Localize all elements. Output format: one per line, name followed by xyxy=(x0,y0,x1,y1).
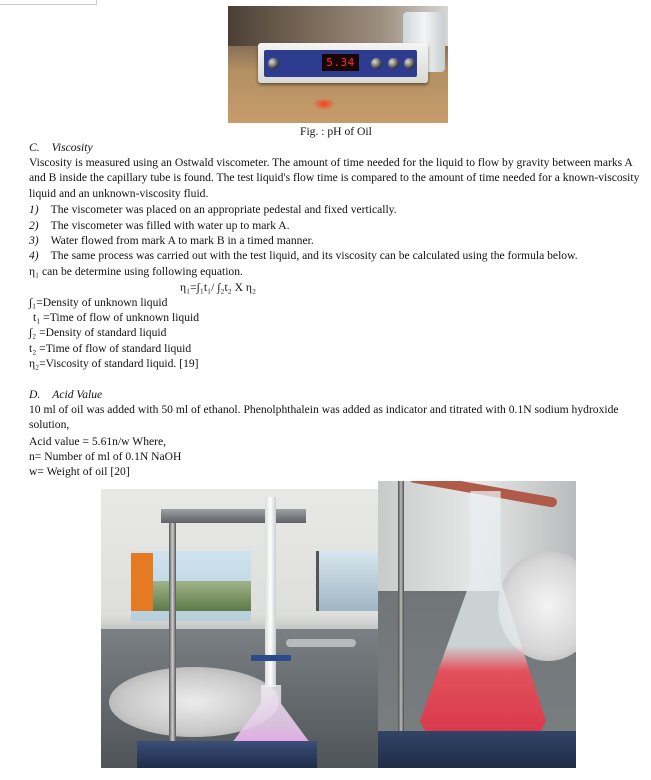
stand-rod xyxy=(169,509,176,759)
viscosity-paragraph: Viscosity is measured using an Ostwald viscometer. The amount of time needed for the liquid to flow by gravity between marks A and B inside the capillary tube is found. The test liquid's flow time is compared to the amount of time needed for a known-viscosity liquid and an unknown-viscosity fluid. xyxy=(29,156,640,200)
step-item: 4) The same process was carried out with the test liquid, and its viscosity can be calculated using the formula below. xyxy=(29,249,578,262)
section-heading-acid-value xyxy=(29,387,102,402)
page-corner-rule xyxy=(0,0,97,5)
section-title: Viscosity xyxy=(51,141,93,154)
ph-meter-device xyxy=(258,43,428,83)
section-heading-viscosity xyxy=(29,140,93,155)
lab-window xyxy=(316,551,378,611)
orange-wall xyxy=(131,553,153,611)
equation-intro: η₁ can be determine using following equation. xyxy=(29,265,243,278)
section-title: Acid Value xyxy=(52,388,103,401)
acid-value-line: w= Weight of oil [20] xyxy=(29,465,130,478)
faucet xyxy=(286,639,356,647)
stand-base xyxy=(378,731,576,768)
titration-setup-photo xyxy=(101,489,378,768)
step-item: 2) The viscometer was filled with water up to mark A. xyxy=(29,219,290,232)
acid-value-line: Acid value = 5.61n/w Where, xyxy=(29,435,167,448)
meter-knob xyxy=(388,58,399,69)
acid-value-paragraph: 10 ml of oil was added with 50 ml of ethanol. Phenolphthalein was added as indicator and titrated with 0.1N sodium hydroxide solution, xyxy=(29,403,619,432)
ph-meter-photo xyxy=(228,6,448,123)
stand-rod xyxy=(398,481,404,768)
titration-endpoint-photo xyxy=(378,481,576,768)
definition-line: t₂ =Time of flow of standard liquid xyxy=(29,342,192,355)
meter-knob xyxy=(371,58,382,69)
definition-line: η₂=Viscosity of standard liquid. [19] xyxy=(29,357,199,370)
acid-value-line: n= Number of ml of 0.1N NaOH xyxy=(29,450,182,463)
viscosity-equation: η₁=∫₁t₁/ ∫₂t₂ X η₂ xyxy=(180,281,256,294)
stand-base xyxy=(137,741,317,768)
definition-line: ∫₂ =Density of standard liquid xyxy=(29,326,167,339)
meter-knob xyxy=(404,58,415,69)
step-item: 3) Water flowed from mark A to mark B in a timed manner. xyxy=(29,234,314,247)
figure-caption: Fig. : pH of Oil xyxy=(300,125,372,138)
ph-meter-display: 5.34 xyxy=(322,54,359,71)
red-light-reflection xyxy=(313,98,335,110)
ph-meter-panel xyxy=(264,50,417,77)
meter-knob xyxy=(268,58,279,69)
definition-line: ∫₁=Density of unknown liquid xyxy=(29,296,168,309)
definition-line: t₁ =Time of flow of unknown liquid xyxy=(33,311,200,324)
burette-stopcock xyxy=(251,655,291,661)
step-item: 1) The viscometer was placed on an appropriate pedestal and fixed vertically. xyxy=(29,203,397,216)
burette-clamp xyxy=(161,509,306,523)
section-letter: C. xyxy=(29,141,40,154)
section-letter: D. xyxy=(29,388,41,401)
outdoor-trees xyxy=(153,581,251,611)
